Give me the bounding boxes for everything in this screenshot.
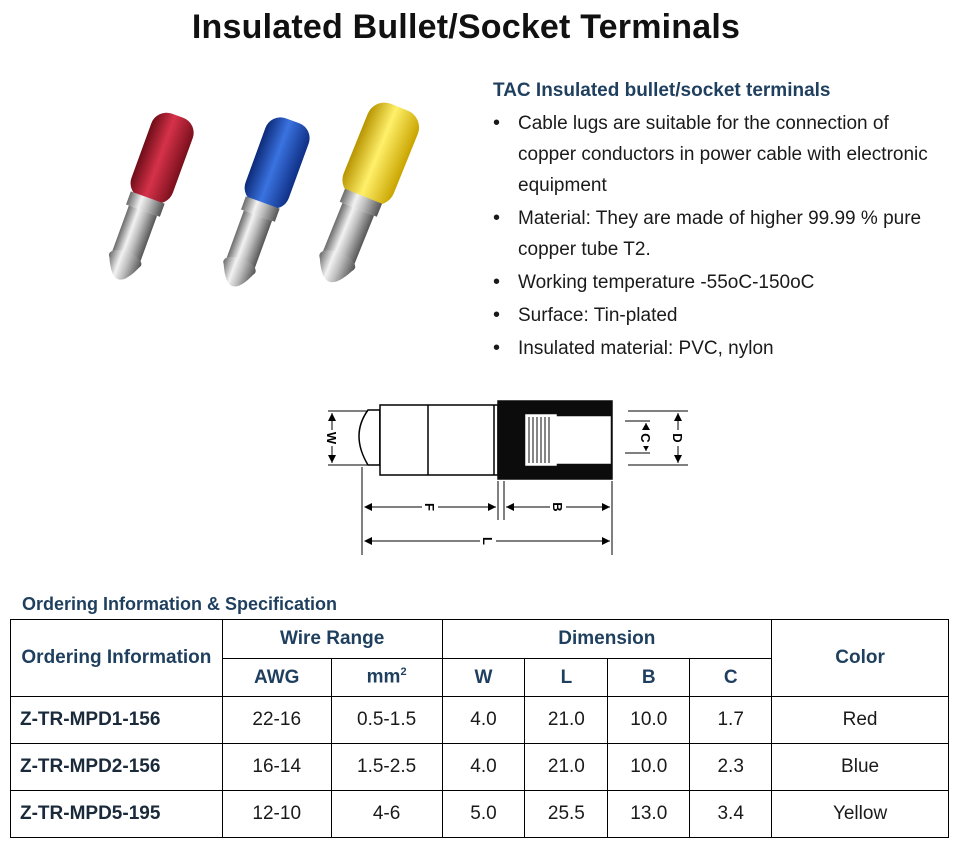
- yellow-terminal: [304, 97, 424, 292]
- cell-c: 2.3: [690, 744, 772, 791]
- header-awg: AWG: [222, 659, 331, 697]
- cell-color: Blue: [772, 744, 949, 791]
- feature-item: • Cable lugs are suitable for the connection of copper conductors in power cable with electronic equipment: [493, 108, 943, 201]
- part-number: Z-TR-MPD1-156: [11, 697, 223, 744]
- header-b: B: [608, 659, 690, 697]
- cell-l: 21.0: [525, 697, 608, 744]
- cell-awg: 12-10: [222, 791, 331, 838]
- label-b: B: [550, 502, 565, 512]
- cell-w: 4.0: [442, 744, 525, 791]
- ordering-heading: Ordering Information & Specification: [22, 594, 338, 614]
- part-number: Z-TR-MPD5-195: [11, 791, 223, 838]
- header-l: L: [525, 659, 608, 697]
- cell-c: 3.4: [690, 791, 772, 838]
- page-title: Insulated Bullet/Socket Terminals: [191, 8, 741, 46]
- feature-item: • Working temperature -55oC-150oC: [493, 267, 943, 298]
- cell-b: 10.0: [608, 744, 690, 791]
- part-number: Z-TR-MPD2-156: [11, 744, 223, 791]
- cell-color: Yellow: [772, 791, 949, 838]
- blue-terminal: [211, 113, 314, 294]
- label-d: D: [670, 433, 685, 443]
- cell-b: 10.0: [608, 697, 690, 744]
- red-terminal: [97, 108, 198, 287]
- header-w: W: [442, 659, 525, 697]
- label-l: L: [480, 537, 495, 545]
- cell-awg: 16-14: [222, 744, 331, 791]
- cell-c: 1.7: [690, 697, 772, 744]
- dimension-drawing: [300, 395, 700, 565]
- header-dimension: Dimension: [442, 620, 772, 659]
- header-mm: mm: [366, 666, 401, 688]
- table-row: [11, 744, 949, 791]
- feature-item: • Surface: Tin-plated: [493, 300, 943, 331]
- cell-mm2: 0.5-1.5: [331, 697, 442, 744]
- cell-l: 21.0: [525, 744, 608, 791]
- header-wire-range: Wire Range: [222, 620, 442, 659]
- cell-l: 25.5: [525, 791, 608, 838]
- header-ordering: Ordering Information: [11, 620, 223, 697]
- cell-mm2: 4-6: [331, 791, 442, 838]
- label-w: W: [324, 431, 339, 445]
- ordering-table: [10, 619, 949, 838]
- cell-color: Red: [772, 697, 949, 744]
- header-c: C: [690, 659, 772, 697]
- feature-item: • Insulated material: PVC, nylon: [493, 333, 943, 364]
- cell-b: 13.0: [608, 791, 690, 838]
- header-mm-sup: 2: [400, 666, 407, 679]
- table-row: [11, 791, 949, 838]
- description-heading: TAC Insulated bullet/socket terminals: [493, 80, 831, 101]
- feature-item: • Material: They are made of higher 99.99 % pure copper tube T2.: [493, 203, 943, 265]
- label-f: F: [422, 503, 437, 511]
- header-mm2: [331, 659, 442, 697]
- description: [493, 80, 943, 366]
- label-c: C: [638, 433, 653, 443]
- cell-w: 5.0: [442, 791, 525, 838]
- cell-mm2: 1.5-2.5: [331, 744, 442, 791]
- table-row: [11, 697, 949, 744]
- header-color: Color: [772, 620, 949, 697]
- feature-list: [493, 108, 943, 364]
- cell-awg: 22-16: [222, 697, 331, 744]
- terminals-photo: [50, 90, 450, 380]
- cell-w: 4.0: [442, 697, 525, 744]
